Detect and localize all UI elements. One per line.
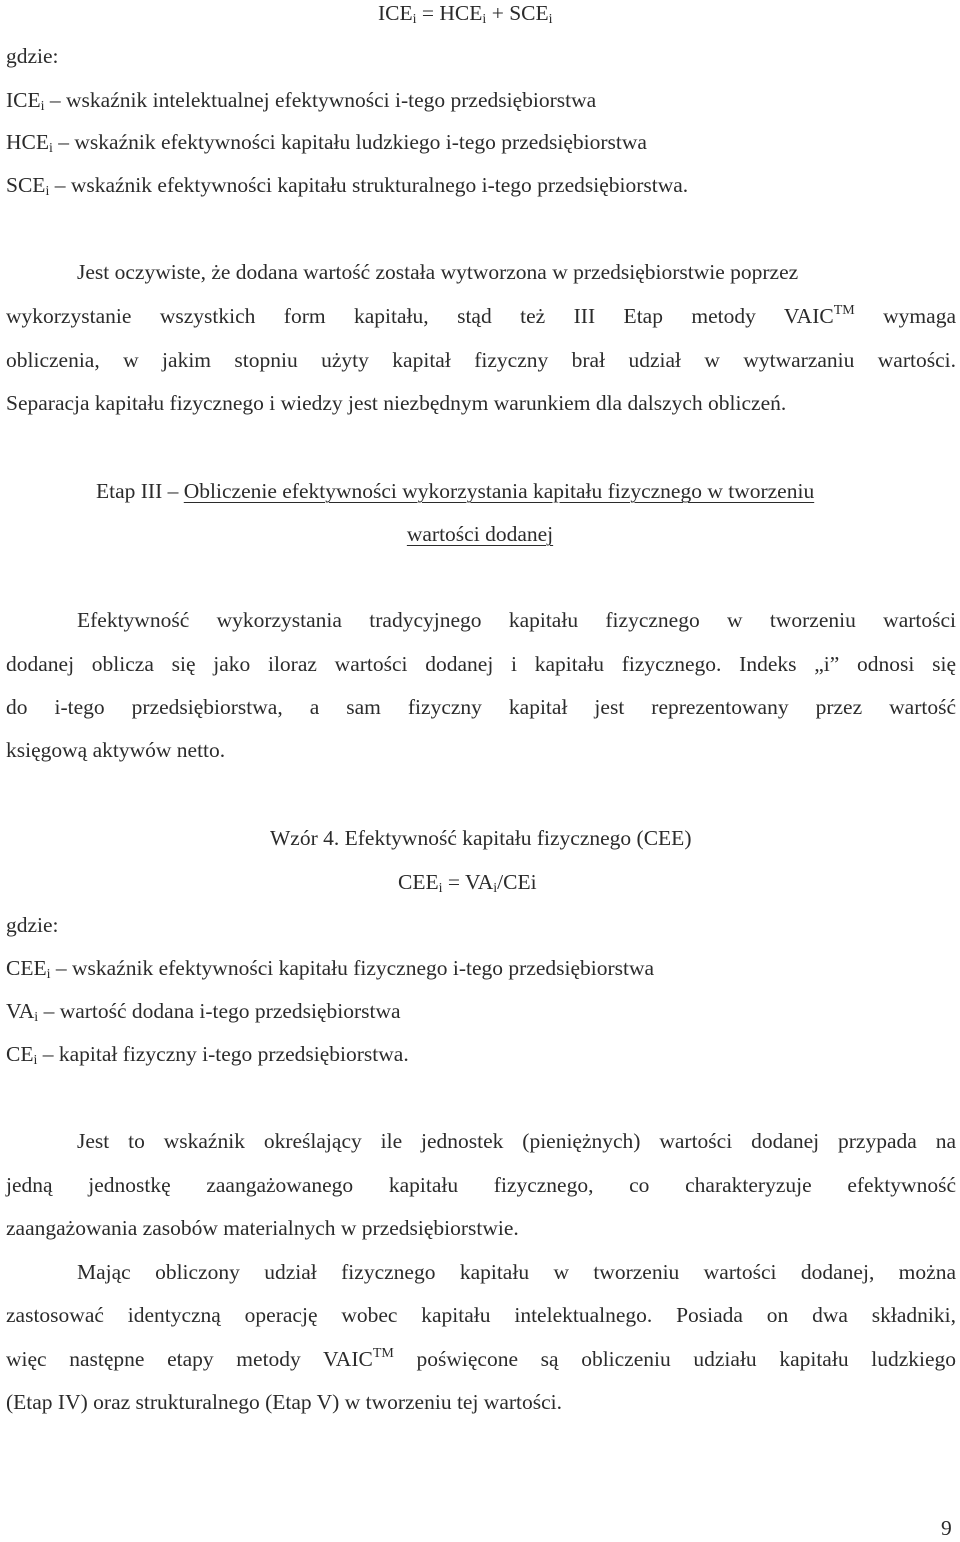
definition-text: – wskaźnik efektywności kapitału fizycznego i-tego przedsiębiorstwa xyxy=(50,956,655,980)
formula-subscript: i xyxy=(412,12,417,27)
formula-caption: Wzór 4. Efektywność kapitału fizycznego (CEE) xyxy=(270,826,692,850)
formula-symbol: ICE xyxy=(378,1,413,25)
definition-va xyxy=(6,997,401,1025)
paragraph-2-line-4: księgową aktywów netto. xyxy=(6,738,226,762)
definition-subscript: i xyxy=(34,1010,39,1025)
page-number: 9 xyxy=(941,1516,952,1540)
formula-subscript: i xyxy=(482,12,487,27)
definition-subscript: i xyxy=(46,967,51,982)
where-label: gdzie: xyxy=(6,913,59,937)
stage-title: Obliczenie efektywności wykorzystania kapitału fizycznego w tworzeniu xyxy=(183,479,815,503)
definition-cee xyxy=(6,954,654,982)
definition-sce xyxy=(6,171,688,199)
stage-heading xyxy=(96,477,814,505)
paragraph-text: wymaga xyxy=(854,304,956,328)
paragraph-4-line-3 xyxy=(6,1345,956,1373)
trademark-superscript: TM xyxy=(833,303,855,318)
trademark-superscript: TM xyxy=(372,1346,394,1361)
definition-subscript: i xyxy=(33,1053,38,1068)
definition-subscript: i xyxy=(49,141,53,156)
formula-part: = HCE xyxy=(416,1,483,25)
definition-symbol: CE xyxy=(6,1042,34,1066)
paragraph-2-line-3: do i-tego przedsiębiorstwa, a sam fizyczny kapitał jest reprezentowany przez wartość xyxy=(6,695,956,719)
definition-text: – wartość dodana i-tego przedsiębiorstwa xyxy=(38,999,401,1023)
formula-part: /CEi xyxy=(497,870,537,894)
paragraph-4-line-4: (Etap IV) oraz strukturalnego (Etap V) w tworzeniu tej wartości. xyxy=(6,1390,563,1414)
paragraph-2-line-2: dodanej oblicza się jako iloraz wartości dodanej i kapitału fizycznego. Indeks „i” odnosi się xyxy=(6,652,956,676)
paragraph-1-line-4: Separacja kapitału fizycznego i wiedzy jest niezbędnym warunkiem dla dalszych obliczeń. xyxy=(6,391,787,415)
paragraph-4-line-1: Mając obliczony udział fizycznego kapitału w tworzeniu wartości dodanej, można xyxy=(77,1260,956,1284)
definition-subscript: i xyxy=(40,99,45,114)
formula-symbol: CEE xyxy=(398,870,439,894)
formula-ice xyxy=(378,0,553,27)
stage-prefix: Etap III – xyxy=(96,479,184,503)
formula-subscript: i xyxy=(548,12,553,27)
paragraph-text: poświęcone są obliczeniu udziału kapitału ludzkiego xyxy=(393,1347,956,1371)
definition-text: – wskaźnik efektywności kapitału ludzkiego i-tego przedsiębiorstwa xyxy=(52,130,647,154)
formula-part: = VA xyxy=(442,870,494,894)
formula-subscript: i xyxy=(493,881,498,896)
paragraph-3-line-2: jedną jednostkę zaangażowanego kapitału fizycznego, co charakteryzuje efektywność xyxy=(6,1173,956,1197)
definition-hce xyxy=(6,128,647,156)
definition-symbol: VA xyxy=(6,999,35,1023)
paragraph-3-line-3: zaangażowania zasobów materialnych w przedsiębiorstwie. xyxy=(6,1216,519,1240)
where-label: gdzie: xyxy=(6,44,59,68)
paragraph-3-line-1: Jest to wskaźnik określający ile jednostek (pieniężnych) wartości dodanej przypada na xyxy=(77,1129,956,1153)
formula-subscript: i xyxy=(438,881,443,896)
stage-title: wartości dodanej xyxy=(406,522,554,546)
definition-symbol: HCE xyxy=(6,130,49,154)
paragraph-1-line-2 xyxy=(6,302,956,330)
paragraph-2-line-1: Efektywność wykorzystania tradycyjnego kapitału fizycznego w tworzeniu wartości xyxy=(77,608,956,632)
formula-cee xyxy=(398,868,537,896)
paragraph-4-line-2: zastosować identyczną operację wobec kapitału intelektualnego. Posiada on dwa składniki, xyxy=(6,1303,956,1327)
definition-text: – kapitał fizyczny i-tego przedsiębiorstwa. xyxy=(37,1042,409,1066)
paragraph-text: więc następne etapy metody VAIC xyxy=(6,1347,373,1371)
paragraph-1-line-3: obliczenia, w jakim stopniu użyty kapitał fizyczny brał udział w wytwarzaniu wartości. xyxy=(6,348,956,372)
definition-ce xyxy=(6,1040,409,1068)
definition-subscript: i xyxy=(45,184,50,199)
paragraph-text: wykorzystanie wszystkich form kapitału, stąd też III Etap metody VAIC xyxy=(6,304,834,328)
formula-part: + SCE xyxy=(486,1,549,25)
definition-ice xyxy=(6,86,596,114)
definition-symbol: CEE xyxy=(6,956,47,980)
definition-symbol: SCE xyxy=(6,173,46,197)
definition-symbol: ICE xyxy=(6,88,41,112)
stage-title-continued xyxy=(0,520,960,548)
paragraph-1-line-1: Jest oczywiste, że dodana wartość została wytworzona w przedsiębiorstwie poprzez xyxy=(77,260,799,284)
definition-text: – wskaźnik efektywności kapitału strukturalnego i-tego przedsiębiorstwa. xyxy=(49,173,689,197)
definition-text: – wskaźnik intelektualnej efektywności i-tego przedsiębiorstwa xyxy=(44,88,597,112)
